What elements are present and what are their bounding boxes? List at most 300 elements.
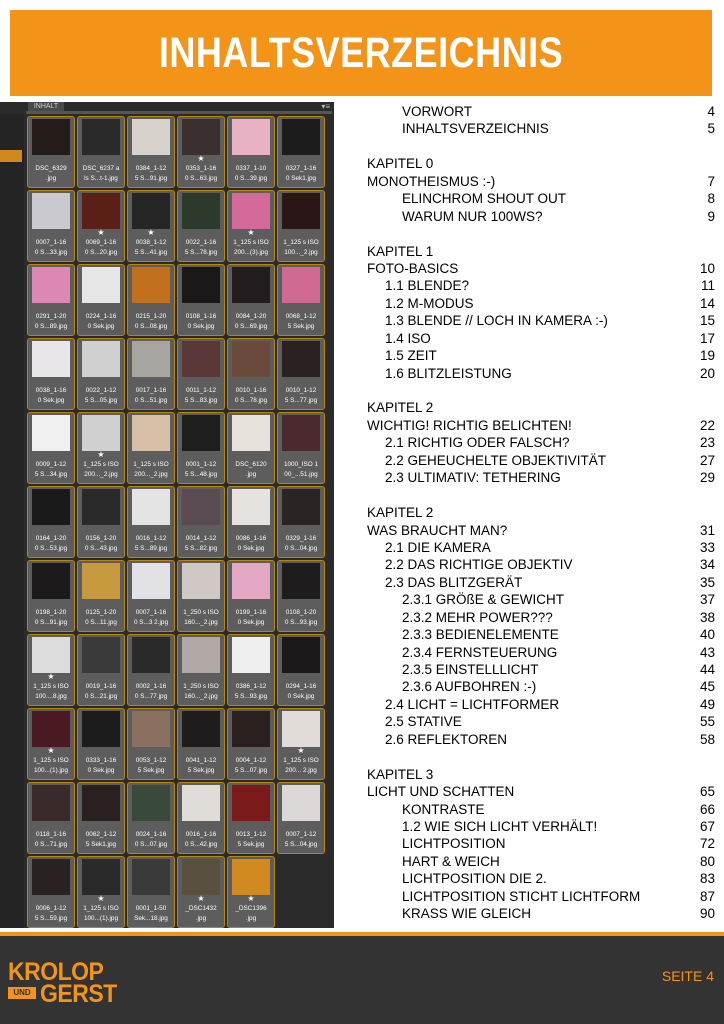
photo-thumbnail[interactable]	[232, 415, 270, 451]
toc-entry[interactable]	[367, 835, 715, 852]
toc-entry-title: ELINCHROM SHOUT OUT	[402, 191, 567, 207]
photo-thumbnail[interactable]	[182, 563, 220, 599]
toc-entry[interactable]	[367, 522, 715, 539]
photo-thumbnail[interactable]	[232, 637, 270, 673]
thumbnail-cell[interactable]	[177, 486, 225, 558]
thumbnail-cell[interactable]	[127, 486, 175, 558]
photo-thumbnail[interactable]	[232, 563, 270, 599]
thumbnail-cell[interactable]	[27, 116, 75, 188]
thumbnail-cell[interactable]	[277, 634, 325, 706]
thumbnail-cell[interactable]	[127, 190, 175, 262]
star-rating-icon[interactable]: ★	[97, 894, 105, 903]
thumbnail-cell[interactable]	[127, 782, 175, 854]
caption-line-1: 0386_1-12	[235, 683, 267, 690]
panel-menu-icon[interactable]: ▾≡	[321, 102, 330, 111]
caption-line-1: 1_125 s ISO	[83, 461, 119, 468]
thumbnail-caption	[228, 460, 274, 480]
photo-thumbnail[interactable]	[282, 267, 320, 303]
toc-entry[interactable]	[367, 609, 715, 626]
caption-line-2: 200..._2.jpg	[134, 471, 168, 478]
caption-line-1: 0002_1-16	[135, 683, 167, 690]
photo-thumbnail[interactable]	[82, 119, 120, 155]
caption-line-1: 0007_1-12	[285, 831, 317, 838]
star-rating-icon[interactable]: ★	[197, 894, 205, 903]
toc-entry[interactable]	[367, 277, 715, 294]
thumbnail-caption	[278, 682, 324, 702]
footer-accent-line	[0, 932, 724, 936]
thumbnail-cell[interactable]	[227, 264, 275, 336]
toc-entry[interactable]	[367, 208, 715, 225]
caption-line-1: 0294_1-16	[285, 683, 317, 690]
toc-entry-title: WAS BRAUCHT MAN?	[367, 522, 508, 538]
toc-entry-title: 2.3.2 MEHR POWER???	[402, 609, 553, 625]
thumbnail-cell[interactable]	[227, 856, 275, 928]
photo-thumbnail[interactable]	[182, 193, 220, 229]
left-sidebar	[0, 114, 24, 928]
caption-line-2: 0 S...91.jpg	[34, 619, 68, 626]
thumbnail-cell[interactable]	[127, 708, 175, 780]
toc-entry[interactable]	[367, 295, 715, 312]
caption-line-1: 0084_1-20	[235, 313, 267, 320]
photo-thumbnail[interactable]	[282, 563, 320, 599]
thumbnail-cell[interactable]	[127, 412, 175, 484]
caption-line-1: 0053_1-12	[135, 757, 167, 764]
photo-thumbnail[interactable]	[232, 785, 270, 821]
toc-entry[interactable]	[367, 818, 715, 835]
thumbnail-cell[interactable]	[77, 190, 125, 262]
toc-entry[interactable]	[367, 801, 715, 818]
star-rating-icon[interactable]: ★	[247, 228, 255, 237]
thumbnail-cell[interactable]	[27, 856, 75, 928]
caption-line-1: 0001_1-50	[135, 905, 167, 912]
caption-line-2: 160..._2.jpg	[184, 619, 218, 626]
collection-marker[interactable]	[0, 150, 22, 162]
caption-line-2: 5 S...83.jpg	[184, 397, 218, 404]
thumbnail-cell[interactable]	[77, 412, 125, 484]
photo-thumbnail[interactable]	[32, 341, 70, 377]
photo-thumbnail[interactable]	[82, 193, 120, 229]
thumbnail-cell[interactable]	[77, 560, 125, 632]
caption-line-1: 0156_1-20	[85, 535, 117, 542]
photo-thumbnail[interactable]	[282, 119, 320, 155]
photo-thumbnail[interactable]	[282, 785, 320, 821]
thumbnail-caption	[228, 312, 274, 332]
caption-line-1: 0017_1-16	[135, 387, 167, 394]
toc-entry[interactable]	[367, 347, 715, 364]
photo-thumbnail[interactable]	[32, 193, 70, 229]
thumbnail-cell[interactable]	[227, 708, 275, 780]
toc-entry[interactable]	[367, 574, 715, 591]
toc-entry[interactable]	[367, 260, 715, 277]
thumbnail-caption	[78, 386, 124, 406]
thumbnail-cell[interactable]	[227, 412, 275, 484]
photo-thumbnail[interactable]	[182, 119, 220, 155]
toc-entry[interactable]	[367, 312, 715, 329]
photo-thumbnail[interactable]	[82, 489, 120, 525]
thumbnail-cell[interactable]	[177, 338, 225, 410]
toc-entry[interactable]	[367, 661, 715, 678]
photo-thumbnail[interactable]	[232, 193, 270, 229]
toc-entry[interactable]	[367, 713, 715, 730]
photo-thumbnail[interactable]	[132, 489, 170, 525]
caption-line-1: 0327_1-16	[285, 165, 317, 172]
caption-line-2: 0 S...51.jpg	[134, 397, 168, 404]
caption-line-1: 0062_1-12	[85, 831, 117, 838]
thumbnail-cell[interactable]	[227, 190, 275, 262]
toc-entry[interactable]	[367, 434, 715, 451]
thumbnail-cell[interactable]	[277, 412, 325, 484]
thumbnail-caption	[28, 830, 74, 850]
thumbnail-cell[interactable]	[227, 116, 275, 188]
toc-entry[interactable]	[367, 452, 715, 469]
caption-line-2: 100....8.jpg	[35, 693, 67, 700]
toc-entry-title: 2.6 REFLEKTOREN	[385, 731, 508, 747]
photo-thumbnail[interactable]	[32, 859, 70, 895]
toc-entry[interactable]	[367, 853, 715, 870]
photo-thumbnail[interactable]	[32, 489, 70, 525]
toc-entry-page: 55	[699, 714, 715, 730]
toc-spacer	[367, 487, 715, 504]
caption-line-2: 0 S...21.jpg	[84, 693, 118, 700]
toc-entry-page: 7	[707, 173, 715, 189]
thumbnail-cell[interactable]	[177, 634, 225, 706]
thumbnail-cell[interactable]	[227, 560, 275, 632]
thumbnail-cell[interactable]	[277, 264, 325, 336]
toc-entry-title: WICHTIG! RICHTIG BELICHTEN!	[367, 417, 572, 433]
photo-thumbnail[interactable]	[32, 711, 70, 747]
thumbnail-cell[interactable]	[177, 264, 225, 336]
caption-line-2: 100...(1).jpg	[83, 915, 119, 922]
caption-line-2: .jpg	[245, 915, 257, 922]
thumbnail-cell[interactable]	[277, 116, 325, 188]
toc-entry[interactable]	[367, 626, 715, 643]
photo-thumbnail[interactable]	[82, 415, 120, 451]
caption-line-1: 0333_1-16	[85, 757, 117, 764]
thumbnail-cell[interactable]	[127, 338, 175, 410]
caption-line-1: 0224_1-16	[85, 313, 117, 320]
photo-thumbnail[interactable]	[232, 859, 270, 895]
star-rating-icon[interactable]: ★	[97, 450, 105, 459]
caption-line-2: 0 Sek.jpg	[37, 397, 65, 404]
toc-entry-title: 2.3.6 AUFBOHREN :-)	[402, 679, 537, 695]
photo-thumbnail[interactable]	[282, 489, 320, 525]
thumbnail-cell[interactable]	[27, 338, 75, 410]
thumbnail-cell[interactable]	[27, 190, 75, 262]
toc-entry[interactable]	[367, 696, 715, 713]
photo-thumbnail[interactable]	[232, 341, 270, 377]
caption-line-2: 5 S...78.jpg	[184, 249, 218, 256]
logo-and: UND	[8, 987, 36, 999]
caption-line-1: 0041_1-12	[185, 757, 217, 764]
thumbnail-caption	[228, 904, 274, 924]
caption-line-2: 0 S...20.jpg	[84, 249, 118, 256]
photo-thumbnail[interactable]	[182, 415, 220, 451]
toc-entry[interactable]	[367, 190, 715, 207]
thumbnail-caption	[178, 534, 224, 554]
toc-entry[interactable]	[367, 678, 715, 695]
thumbnail-cell[interactable]	[177, 708, 225, 780]
photo-thumbnail[interactable]	[82, 711, 120, 747]
thumbnail-cell[interactable]	[277, 486, 325, 558]
thumbnail-caption	[78, 312, 124, 332]
thumbnail-cell[interactable]	[177, 412, 225, 484]
toc-entry-title: 1.2 WIE SICH LICHT VERHÄLT!	[402, 818, 598, 834]
caption-line-2: 0 S...69.jpg	[234, 323, 268, 330]
thumbnail-cell[interactable]	[277, 560, 325, 632]
caption-line-1: 0007_1-16	[35, 239, 67, 246]
caption-line-1: 1_125 s ISO	[233, 239, 269, 246]
thumbnail-cell[interactable]	[77, 116, 125, 188]
toc-entry[interactable]	[367, 644, 715, 661]
caption-line-2: 0 S...43.jpg	[84, 545, 118, 552]
photo-thumbnail[interactable]	[182, 637, 220, 673]
photo-thumbnail[interactable]	[182, 341, 220, 377]
toc-entry[interactable]	[367, 905, 715, 922]
thumbnail-cell[interactable]	[127, 264, 175, 336]
photo-thumbnail[interactable]	[232, 711, 270, 747]
toc-entry[interactable]	[367, 120, 715, 137]
photo-thumbnail[interactable]	[82, 267, 120, 303]
thumbnail-cell[interactable]	[277, 708, 325, 780]
toc-entry[interactable]	[367, 870, 715, 887]
thumbnail-caption	[278, 534, 324, 554]
panel-tab[interactable]: INHALT	[28, 102, 64, 112]
toc-entry-page: 38	[699, 609, 715, 625]
toc-entry[interactable]	[367, 173, 715, 190]
table-of-contents	[367, 103, 715, 923]
caption-line-1: 0016_1-12	[135, 535, 167, 542]
toc-chapter-heading[interactable]	[367, 243, 715, 260]
photo-thumbnail[interactable]	[132, 563, 170, 599]
thumbnail-cell[interactable]	[77, 708, 125, 780]
caption-line-2: 5 S...91.jpg	[134, 175, 168, 182]
toc-entry-page: 9	[707, 208, 715, 224]
photo-thumbnail[interactable]	[32, 415, 70, 451]
star-rating-icon[interactable]: ★	[97, 228, 105, 237]
photo-thumbnail[interactable]	[282, 711, 320, 747]
toc-entry[interactable]	[367, 591, 715, 608]
photo-thumbnail[interactable]	[182, 785, 220, 821]
photo-thumbnail[interactable]	[82, 341, 120, 377]
thumbnail-cell[interactable]	[127, 856, 175, 928]
photo-thumbnail[interactable]	[282, 193, 320, 229]
star-rating-icon[interactable]: ★	[247, 894, 255, 903]
caption-line-1: 1_125 s ISO	[283, 757, 319, 764]
toc-entry-title: 1.4 ISO	[385, 330, 431, 346]
caption-line-2: 0 S...39.jpg	[234, 175, 268, 182]
thumbnail-caption	[228, 608, 274, 628]
page-title: INHALTSVERZEICHNIS	[158, 28, 564, 77]
caption-line-1: 0004_1-12	[235, 757, 267, 764]
photo-thumbnail[interactable]	[132, 711, 170, 747]
photo-thumbnail[interactable]	[182, 489, 220, 525]
photo-thumbnail[interactable]	[132, 119, 170, 155]
thumbnail-cell[interactable]	[227, 782, 275, 854]
toc-entry-title: 2.3.3 BEDIENELEMENTE	[402, 627, 559, 643]
caption-line-2: 5 S...07.jpg	[234, 767, 268, 774]
thumbnail-caption	[278, 830, 324, 850]
thumbnail-cell[interactable]	[227, 634, 275, 706]
thumbnail-cell[interactable]	[77, 486, 125, 558]
toc-chapter-heading[interactable]	[367, 155, 715, 172]
thumbnail-cell[interactable]	[127, 560, 175, 632]
photo-thumbnail[interactable]	[132, 637, 170, 673]
toc-entry-title: LICHT UND SCHATTEN	[367, 784, 515, 800]
photo-thumbnail[interactable]	[232, 267, 270, 303]
caption-line-2: .jpg	[245, 471, 257, 478]
toc-spacer	[367, 748, 715, 765]
thumbnail-cell[interactable]	[177, 560, 225, 632]
star-rating-icon[interactable]: ★	[147, 228, 155, 237]
caption-line-2: 5 S...34.jpg	[34, 471, 68, 478]
thumbnail-caption	[28, 682, 74, 702]
photo-thumbnail[interactable]	[182, 267, 220, 303]
toc-entry-title: 2.3 DAS BLITZGERÄT	[385, 574, 523, 590]
thumbnail-cell[interactable]	[27, 782, 75, 854]
toc-entry[interactable]	[367, 103, 715, 120]
caption-line-1: 0007_1-16	[135, 609, 167, 616]
thumbnail-cell[interactable]	[27, 708, 75, 780]
thumbnail-cell[interactable]	[77, 782, 125, 854]
photo-thumbnail[interactable]	[132, 341, 170, 377]
caption-line-1: 0108_1-20	[285, 609, 317, 616]
thumbnail-cell[interactable]	[27, 412, 75, 484]
star-rating-icon[interactable]: ★	[47, 672, 55, 681]
thumbnail-cell[interactable]	[177, 190, 225, 262]
toc-chapter-heading[interactable]	[367, 504, 715, 521]
toc-entry-title: KRASS WIE GLEICH	[402, 906, 532, 922]
thumbnail-cell[interactable]	[27, 486, 75, 558]
photo-thumbnail[interactable]	[132, 267, 170, 303]
thumbnail-caption	[178, 682, 224, 702]
thumbnail-cell[interactable]	[77, 856, 125, 928]
caption-line-1: 1_125 s ISO	[33, 683, 69, 690]
caption-line-2: 5 S...41.jpg	[134, 249, 168, 256]
thumbnail-caption	[128, 756, 174, 776]
toc-entry-page: 80	[699, 853, 715, 869]
thumbnail-cell[interactable]	[127, 634, 175, 706]
photo-thumbnail[interactable]	[32, 267, 70, 303]
star-rating-icon[interactable]: ★	[197, 154, 205, 163]
caption-line-1: 0038_1-16	[35, 387, 67, 394]
thumbnail-cell[interactable]	[227, 338, 275, 410]
caption-line-2: 5 Sek.jpg	[237, 841, 265, 848]
photo-thumbnail[interactable]	[282, 415, 320, 451]
thumbnail-caption	[28, 164, 74, 184]
photo-thumbnail[interactable]	[182, 711, 220, 747]
toc-entry-page: 87	[699, 888, 715, 904]
toc-entry[interactable]	[367, 731, 715, 748]
toc-entry[interactable]	[367, 556, 715, 573]
star-rating-icon[interactable]: ★	[47, 746, 55, 755]
toc-entry-title: VORWORT	[402, 104, 473, 119]
photo-thumbnail[interactable]	[232, 489, 270, 525]
caption-line-1: _DSC1396	[235, 905, 267, 912]
toc-entry-page: 35	[699, 574, 715, 590]
caption-line-2: 0 S...93.jpg	[284, 619, 318, 626]
thumbnail-caption	[128, 238, 174, 258]
page-number: SEITE 4	[661, 968, 714, 984]
caption-line-1: 1_250 s ISO	[183, 683, 219, 690]
photo-thumbnail[interactable]	[32, 637, 70, 673]
photo-thumbnail[interactable]	[232, 119, 270, 155]
thumbnail-cell[interactable]	[277, 338, 325, 410]
toc-entry[interactable]	[367, 539, 715, 556]
caption-line-1: 0291_1-20	[35, 313, 67, 320]
toc-chapter-heading[interactable]	[367, 399, 715, 416]
thumbnail-cell[interactable]	[27, 264, 75, 336]
lightroom-screenshot	[0, 102, 334, 928]
photo-thumbnail[interactable]	[82, 637, 120, 673]
caption-line-1: 0118_1-16	[35, 831, 67, 838]
caption-line-2: 5 S...48.jpg	[184, 471, 218, 478]
toc-entry-title: KAPITEL 2	[367, 505, 434, 521]
caption-line-2: 0 S...77.jpg	[134, 693, 168, 700]
caption-line-2: 0 S...53.jpg	[34, 545, 68, 552]
caption-line-1: 0038_1-12	[135, 239, 167, 246]
photo-thumbnail[interactable]	[282, 341, 320, 377]
photo-thumbnail[interactable]	[132, 859, 170, 895]
photo-thumbnail[interactable]	[282, 637, 320, 673]
photo-thumbnail[interactable]	[32, 785, 70, 821]
photo-thumbnail[interactable]	[32, 119, 70, 155]
caption-line-1: _DSC1432	[185, 905, 217, 912]
thumbnail-cell[interactable]	[77, 634, 125, 706]
thumbnail-cell[interactable]	[127, 116, 175, 188]
thumbnail-caption	[278, 312, 324, 332]
toc-spacer	[367, 382, 715, 399]
caption-line-2: 0 S...11.jpg	[85, 619, 117, 626]
thumbnail-cell[interactable]	[27, 560, 75, 632]
toc-entry-page: 83	[699, 871, 715, 887]
thumbnail-cell[interactable]	[177, 782, 225, 854]
toc-entry[interactable]	[367, 365, 715, 382]
caption-line-2: 0 S...89.jpg	[34, 323, 68, 330]
star-rating-icon[interactable]: ★	[297, 746, 305, 755]
thumbnail-caption	[128, 460, 174, 480]
thumbnail-cell[interactable]	[277, 782, 325, 854]
toc-entry-page: 29	[699, 470, 715, 486]
caption-line-2: 0 S...63.jpg	[184, 175, 218, 182]
caption-line-2: ls S...t-1.jpg	[84, 175, 118, 182]
toc-entry[interactable]	[367, 330, 715, 347]
photo-thumbnail[interactable]	[182, 859, 220, 895]
toc-entry[interactable]	[367, 417, 715, 434]
thumbnail-cell[interactable]	[77, 338, 125, 410]
toc-entry[interactable]	[367, 783, 715, 800]
toc-entry-page: 14	[699, 295, 715, 311]
photo-thumbnail[interactable]	[82, 785, 120, 821]
thumbnail-cell[interactable]	[27, 634, 75, 706]
toc-chapter-heading[interactable]	[367, 766, 715, 783]
photo-thumbnail[interactable]	[132, 193, 170, 229]
toc-entry-page: 49	[699, 696, 715, 712]
photo-thumbnail[interactable]	[32, 563, 70, 599]
thumbnail-cell[interactable]	[177, 116, 225, 188]
toc-entry-title: FOTO-BASICS	[367, 260, 459, 276]
toc-entry[interactable]	[367, 469, 715, 486]
photo-thumbnail[interactable]	[82, 563, 120, 599]
toc-entry[interactable]	[367, 888, 715, 905]
thumbnail-cell[interactable]	[77, 264, 125, 336]
caption-line-2: 160..._2.jpg	[184, 693, 218, 700]
thumbnail-cell[interactable]	[277, 190, 325, 262]
photo-thumbnail[interactable]	[82, 859, 120, 895]
photo-thumbnail[interactable]	[132, 415, 170, 451]
thumbnail-cell[interactable]	[227, 486, 275, 558]
photo-thumbnail[interactable]	[132, 785, 170, 821]
thumbnail-cell[interactable]	[177, 856, 225, 928]
